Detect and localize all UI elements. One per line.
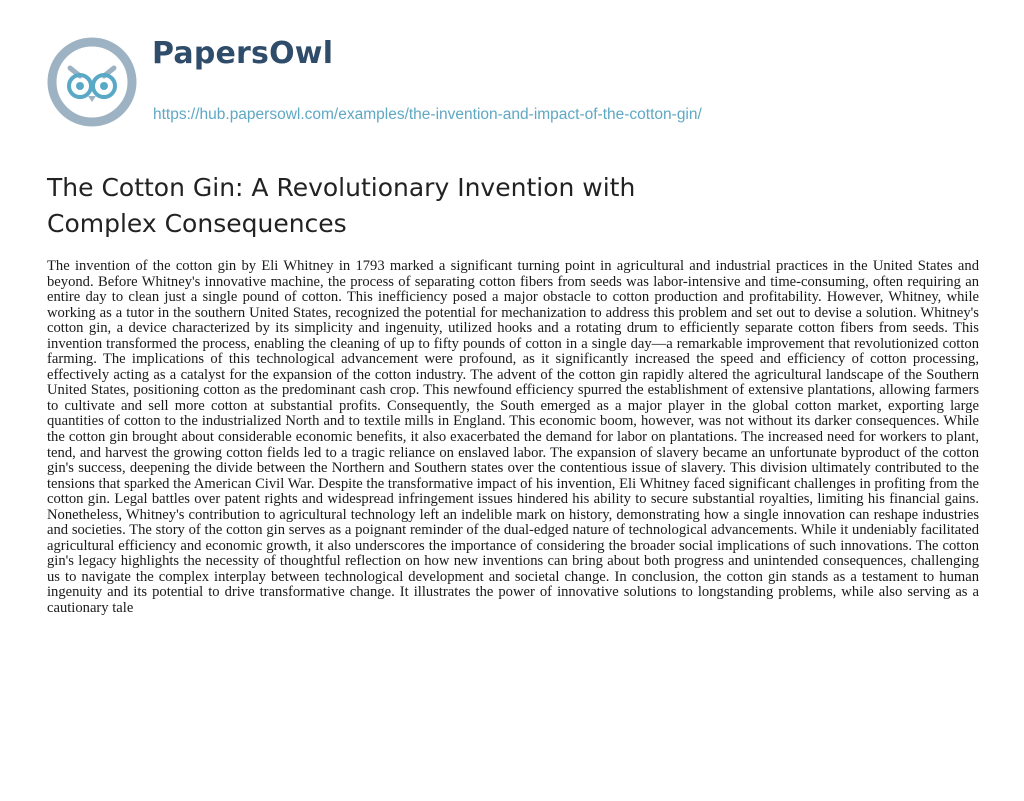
source-url-link[interactable]: https://hub.papersowl.com/examples/the-invention-and-impact-of-the-cotton-gin/ [153, 106, 702, 123]
article-body: The invention of the cotton gin by Eli Whitney in 1793 marked a significant turning point in agricultural and industrial practices in the United States and beyond. Before Whitney's innovative machine, the process of separating cotton fibers from seeds was labor-intensive and time-consuming, often requiring an entire day to clean just a single pound of cotton. This inefficiency posed a major obstacle to cotton production and profitability. However, Whitney, while working as a tutor in the southern United States, recognized the potential for mechanization to address this problem and set out to devise a solution. Whitney's cotton gin, a device characterized by its simplicity and ingenuity, utilized hooks and a rotating drum to efficiently separate cotton fibers from seeds. This invention transformed the process, enabling the cleaning of up to fifty pounds of cotton in a single day—a remarkable improvement that revolutionized cotton farming. The implications of this technological advancement were profound, as it significantly increased the speed and efficiency of cotton processing, effectively acting as a catalyst for the expansion of the cotton industry. The advent of the cotton gin rapidly altered the agricultural landscape of the Southern United States, positioning cotton as the predominant cash crop. This newfound efficiency spurred the establishment of extensive plantations, allowing farmers to cultivate and sell more cotton at substantial profits. Consequently, the South emerged as a major player in the global cotton market, exporting large quantities of cotton to the industrialized North and to textile mills in England. This economic boom, however, was not without its darker consequences. While the cotton gin brought about considerable economic benefits, it also exacerbated the demand for labor on plantations. The increased need for workers to plant, tend, and harvest the growing cotton fields led to a tragic reliance on enslaved labor. The expansion of slavery became an unfortunate byproduct of the cotton gin's success, deepening the divide between the Northern and Southern states over the contentious issue of slavery. This division ultimately contributed to the tensions that sparked the American Civil War. Despite the transformative impact of his invention, Eli Whitney faced significant challenges in profiting from the cotton gin. Legal battles over patent rights and widespread infringement issues hindered his ability to secure substantial royalties, limiting his financial gains. Nonetheless, Whitney's contribution to agricultural technology left an indelible mark on history, demonstrating how a single innovation can reshape industries and societies. The story of the cotton gin serves as a poignant reminder of the dual-edged nature of technological advancements. While it undeniably facilitated agricultural efficiency and economic growth, it also underscores the importance of considering the broader social implications of such innovations. The cotton gin's legacy highlights the necessity of thoughtful reflection on how new inventions can bring about both progress and unintended consequences, challenging us to navigate the complex interplay between technological development and societal change. In conclusion, the cotton gin stands as a testament to human ingenuity and its potential to drive transformative change. It illustrates the power of innovative solutions to longstanding problems, while also serving as a cautionary tale [47, 258, 979, 617]
owl-logo-icon [46, 36, 138, 128]
site-header [46, 36, 986, 142]
article-title: The Cotton Gin: A Revolutionary Invention with Complex Consequences [47, 173, 636, 238]
brand-name: PapersOwl [152, 36, 334, 71]
